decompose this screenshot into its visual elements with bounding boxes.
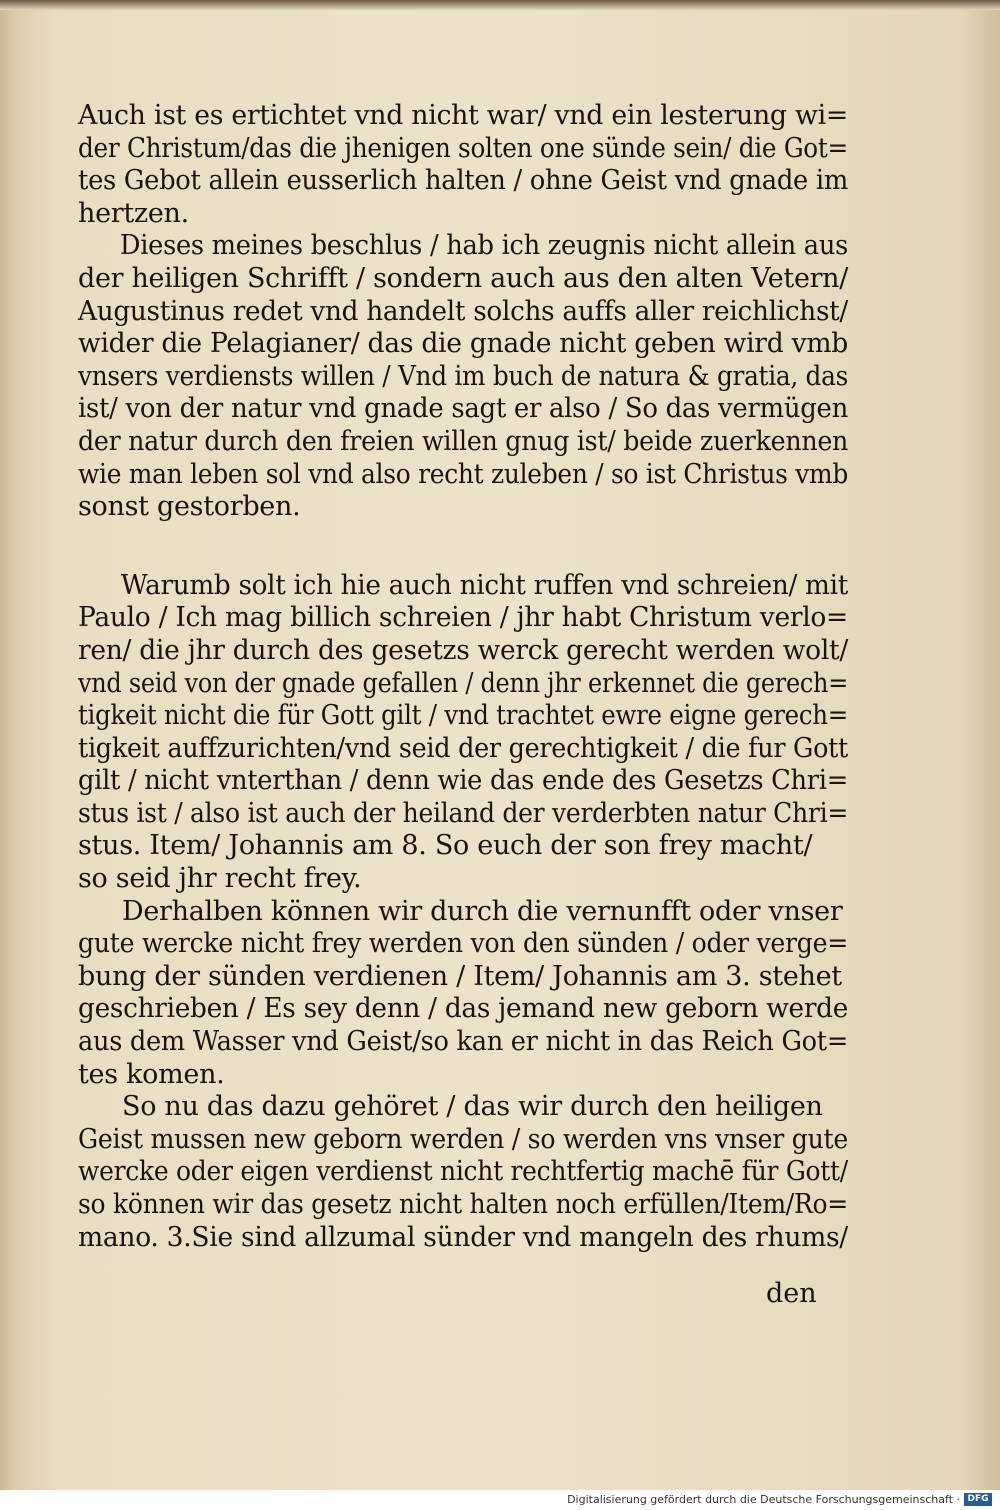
text-line: gilt / nicht vnterthan / denn wie das ende des Gesetzs Chri=: [78, 765, 848, 797]
paragraph-3: [78, 570, 848, 896]
text-line: Derhalben können wir durch die vernunfft oder vnser: [122, 895, 843, 927]
text-line: sonst gestorben.: [78, 491, 301, 523]
text-line: So nu das dazu gehöret / das wir durch den heiligen: [122, 1091, 823, 1123]
text-line: tigkeit nicht die für Gott gilt / vnd trachtet ewre eigne gerech=: [78, 700, 848, 732]
paragraph-1: [78, 100, 848, 230]
text-line: aus dem Wasser vnd Geist/so kan er nicht in das Reich Got=: [78, 1026, 849, 1058]
text-line: mano. 3.Sie sind allzumal sünder vnd mangeln des rhums/: [78, 1221, 848, 1253]
text-line: tigkeit auffzurichten/vnd seid der gerechtigkeit / die fur Gott: [78, 732, 849, 764]
text-line: bung der sünden verdienen / Item/ Johannis am 3. stehet: [78, 960, 842, 992]
text-line: der natur durch den freien willen gnug ist/ beide zuerkennen: [78, 425, 849, 457]
text-line: der Christum/das die jhenigen solten one sünde sein/ die Got=: [78, 132, 848, 164]
text-line: Auch ist es ertichtet vnd nicht war/ vnd ein lesterung wi=: [78, 100, 848, 131]
paragraph-2: [78, 230, 848, 523]
text-line: ist/ von der natur vnd gnade sagt er also / So das vermügen: [78, 393, 848, 425]
funding-credit: Digitalisierung gefördert durch die Deutsche Forschungsgemeinschaft ·: [567, 1493, 960, 1506]
text-line: wercke oder eigen verdienst nicht rechtfertig machē für Gott/: [78, 1156, 848, 1188]
paragraph-5: [78, 1091, 848, 1254]
dfg-logo-icon: DFG: [964, 1493, 992, 1506]
text-line: so seid jhr recht frey.: [78, 863, 362, 895]
text-line: Warumb solt ich hie auch nicht ruffen vnd schreien/ mit: [120, 569, 848, 601]
page-body: [78, 100, 848, 1254]
text-line: der heiligen Schrifft / sondern auch aus den alten Vetern/: [78, 262, 849, 294]
text-line: hertzen.: [78, 197, 189, 229]
page-top-edge: [0, 0, 1000, 10]
text-line: tes komen.: [78, 1058, 225, 1090]
text-line: wie man leben sol vnd also recht zuleben / so ist Christus vmb: [78, 458, 849, 490]
catchword: den: [766, 1278, 817, 1309]
text-line: Dieses meines beschlus / hab ich zeugnis nicht allein aus: [119, 230, 849, 262]
paragraph-4: [78, 896, 848, 1092]
text-line: geschrieben / Es sey denn / das jemand new geborn werde: [78, 993, 849, 1025]
text-line: Augustinus redet vnd handelt solchs auffs aller reichlichst/: [78, 295, 849, 327]
text-line: gute wercke nicht frey werden von den sünden / oder verge=: [78, 928, 849, 960]
text-line: ren/ die jhr durch des gesetzs werck gerecht werden wolt/: [78, 634, 848, 666]
text-line: so können wir das gesetz nicht halten noch erfüllen/Item/Ro=: [78, 1189, 848, 1220]
text-line: stus. Item/ Johannis am 8. So euch der son frey macht/: [78, 830, 813, 862]
text-line: vnsers verdiensts willen / Vnd im buch de natura & gratia, das: [78, 360, 849, 392]
text-line: Geist mussen new geborn werden / so werden vns vnser gute: [78, 1123, 849, 1155]
text-line: vnd seid von der gnade gefallen / denn jhr erkennet die gerech=: [78, 667, 848, 699]
digitization-footer: [0, 1490, 1000, 1510]
text-line: tes Gebot allein eusserlich halten / ohne Geist vnd gnade im: [78, 165, 848, 197]
text-line: stus ist / also ist auch der heiland der verderbten natur Chri=: [78, 797, 849, 829]
text-line: wider die Pelagianer/ das die gnade nicht geben wird vmb: [78, 328, 848, 360]
text-line: Paulo / Ich mag billich schreien / jhr habt Christum verlo=: [78, 602, 848, 634]
